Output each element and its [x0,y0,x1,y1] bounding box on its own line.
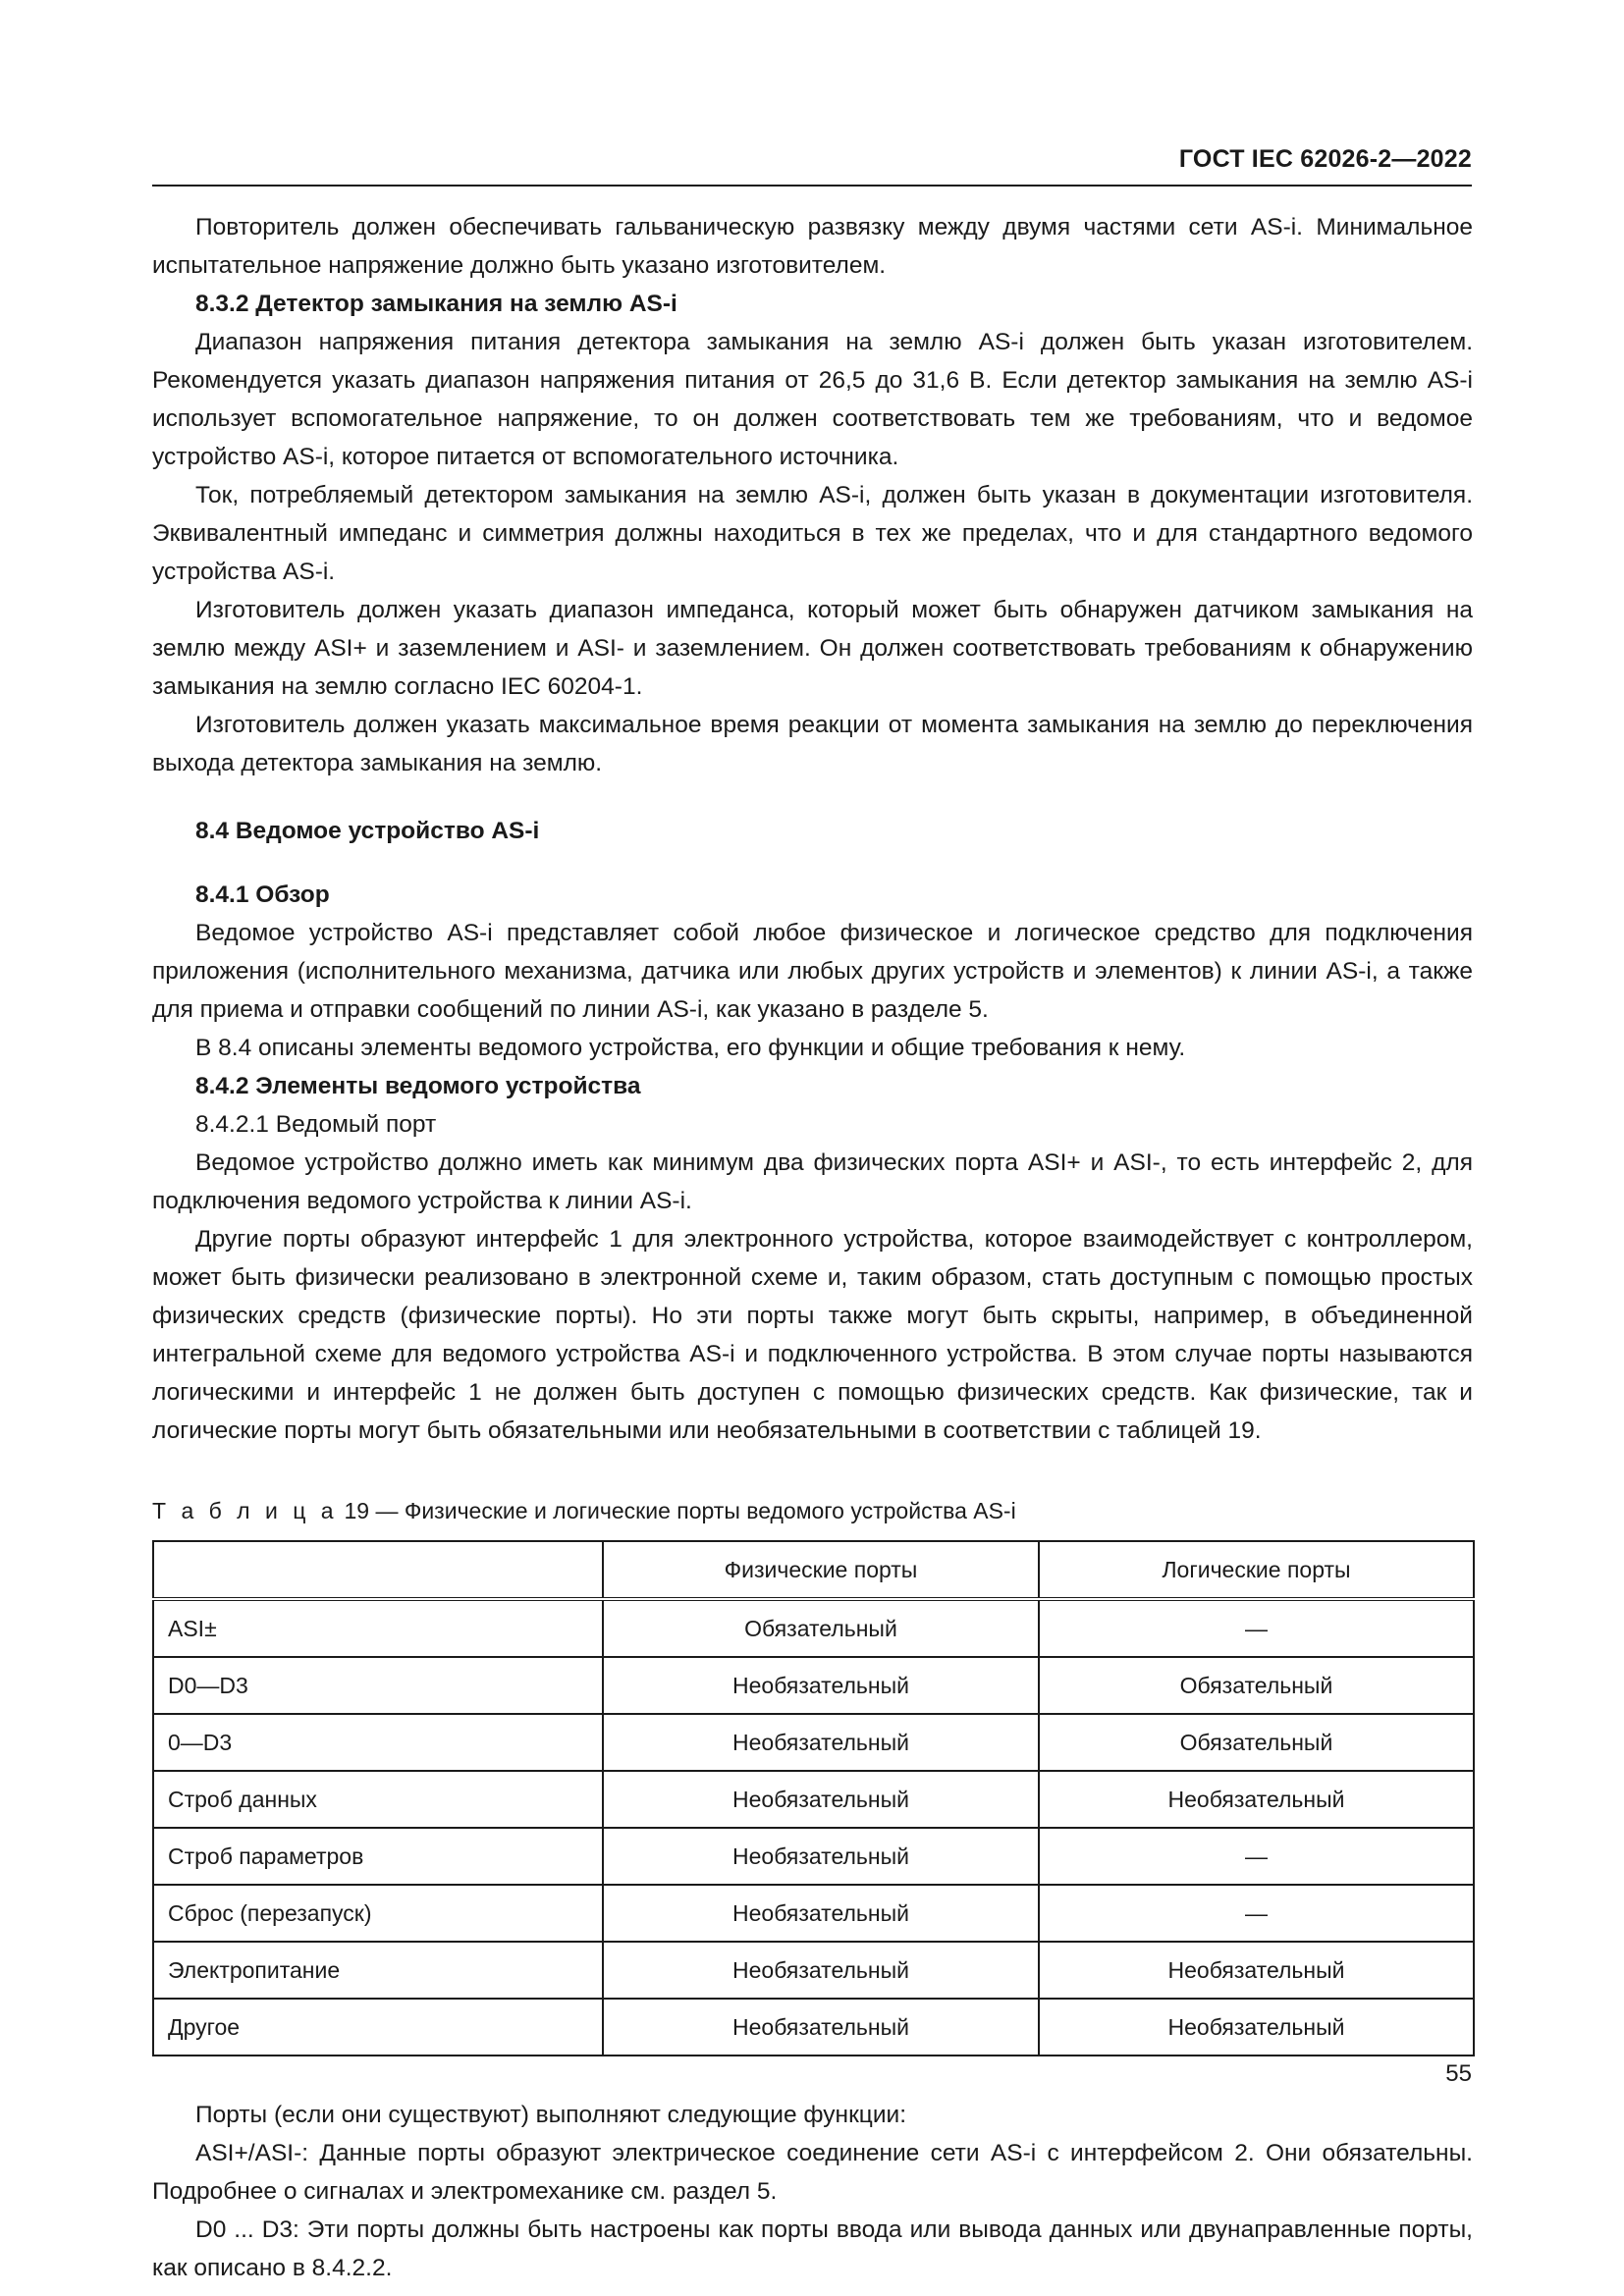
paragraph-other-ports: Другие порты образуют интерфейс 1 для электронного устройства, которое взаимодействует с контроллером, может быть физически реализовано в электронной схеме и, таким образом, стать доступным с помощью простых физических средств (физические порты). Но эти порты также могут быть скрыты, например, в объединенной интегральной схеме для ведомого устройства AS-i и подключенного устройства. В этом случае порты называются логическими и интерфейс 1 не должен быть доступен с помощью физических средств. Как физические, так и логические порты могут быть обязательными или необязательными в соответствии с таблицей 19. [152,1226,1473,1444]
table-row [153,1828,1474,1885]
table-row [153,1942,1474,1999]
column-header-logical: Логические порты [1039,1541,1474,1599]
cell-physical: Необязательный [603,1771,1039,1828]
cell-logical: — [1039,1885,1474,1942]
paragraph-slave-overview: Ведомое устройство AS-i представляет собой любое физическое и логическое средство для подключения приложения (исполнительного механизма, датчика или любых других устройств и элементов) к линии AS-i, а также для приема и отправки сообщений по линии AS-i, как указано в разделе 5. [152,920,1473,1023]
cell-port-name: D0—D3 [153,1657,603,1714]
cell-physical: Необязательный [603,1885,1039,1942]
table-caption-text: 19 — Физические и логические порты ведомого устройства AS-i [344,1498,1016,1523]
table-row [153,1657,1474,1714]
column-header-port [153,1541,603,1599]
paragraph-voltage-range: Диапазон напряжения питания детектора замыкания на землю AS-i должен быть указан изготовителем. Рекомендуется указать диапазон напряжения питания от 26,5 до 31,6 В. Если детектор замыкания на землю AS-i использует вспомогательное напряжение, то он должен соответствовать тем же требованиям, что и ведомое устройство AS-i, которое питается от вспомогательного источника. [152,329,1473,470]
paragraph-8-4-describes: В 8.4 описаны элементы ведомого устройства, его функции и общие требования к нему. [195,1035,1186,1061]
page-number: 55 [1445,2060,1472,2087]
cell-logical: Обязательный [1039,1657,1474,1714]
table-19-ports [152,1540,1475,2056]
paragraph-slave-port: Ведомое устройство должно иметь как минимум два физических порта ASI+ и ASI-, то есть интерфейс 2, для подключения ведомого устройства к линии AS-i. [152,1149,1473,1214]
cell-physical: Необязательный [603,1999,1039,2056]
table-row [153,1771,1474,1828]
column-header-physical: Физические порты [603,1541,1039,1599]
cell-port-name: Электропитание [153,1942,603,1999]
heading-8-4-2: 8.4.2 Элементы ведомого устройства [195,1073,641,1099]
cell-physical: Необязательный [603,1942,1039,1999]
cell-logical: — [1039,1828,1474,1885]
table-row [153,1999,1474,2056]
post-table-text [152,2096,1473,2287]
paragraph-asi-ports: ASI+/ASI-: Данные порты образуют электрическое соединение сети AS-i с интерфейсом 2. Они обязательны. Подробнее о сигналах и электромеханике см. раздел 5. [152,2140,1473,2205]
standard-designation: ГОСТ IEC 62026-2—2022 [1178,145,1472,173]
page-content [152,208,1473,2287]
cell-port-name: Другое [153,1999,603,2056]
cell-port-name: ASI± [153,1599,603,1657]
cell-physical: Необязательный [603,1657,1039,1714]
table-row [153,1885,1474,1942]
header-rule [152,185,1472,187]
paragraph-current: Ток, потребляемый детектором замыкания на землю AS-i, должен быть указан в документации изготовителя. Эквивалентный импеданс и симметрия должны находиться в тех же пределах, что и для стандартного ведомого устройства AS-i. [152,482,1473,585]
cell-physical: Необязательный [603,1828,1039,1885]
heading-8-4-1: 8.4.1 Обзор [195,881,330,908]
cell-logical: Необязательный [1039,1999,1474,2056]
heading-8-4: 8.4 Ведомое устройство AS-i [195,818,540,844]
heading-8-4-2-1: 8.4.2.1 Ведомый порт [195,1111,437,1138]
cell-port-name: 0—D3 [153,1714,603,1771]
table-row [153,1714,1474,1771]
table-19-caption [152,1495,1473,1526]
paragraph-repeater: Повторитель должен обеспечивать гальваническую развязку между двумя частями сети AS-i. Минимальное испытательное напряжение должно быть указано изготовителем. [152,214,1473,279]
cell-physical: Необязательный [603,1714,1039,1771]
heading-8-3-2: 8.3.2 Детектор замыкания на землю AS-i [195,291,677,317]
cell-port-name: Строб параметров [153,1828,603,1885]
table-header-row [153,1541,1474,1599]
paragraph-d0-d3: D0 ... D3: Эти порты должны быть настроены как порты ввода или вывода данных или двунаправленные порты, как описано в 8.4.2.2. [152,2216,1473,2281]
cell-logical: Необязательный [1039,1771,1474,1828]
table-row [153,1599,1474,1657]
paragraph-ports-functions: Порты (если они существуют) выполняют следующие функции: [195,2102,907,2128]
cell-physical: Обязательный [603,1599,1039,1657]
table-caption-label: Т а б л и ц а [152,1498,339,1523]
cell-logical: — [1039,1599,1474,1657]
cell-logical: Необязательный [1039,1942,1474,1999]
cell-port-name: Сброс (перезапуск) [153,1885,603,1942]
paragraph-reaction-time: Изготовитель должен указать максимальное время реакции от момента замыкания на землю до переключения выхода детектора замыкания на землю. [152,712,1473,776]
cell-logical: Обязательный [1039,1714,1474,1771]
running-header [152,145,1472,188]
cell-port-name: Строб данных [153,1771,603,1828]
paragraph-impedance: Изготовитель должен указать диапазон импеданса, который может быть обнаружен датчиком замыкания на землю между ASI+ и заземлением и ASI- и заземлением. Он должен соответствовать требованиям к обнаружению замыкания на землю согласно IEC 60204-1. [152,597,1473,700]
